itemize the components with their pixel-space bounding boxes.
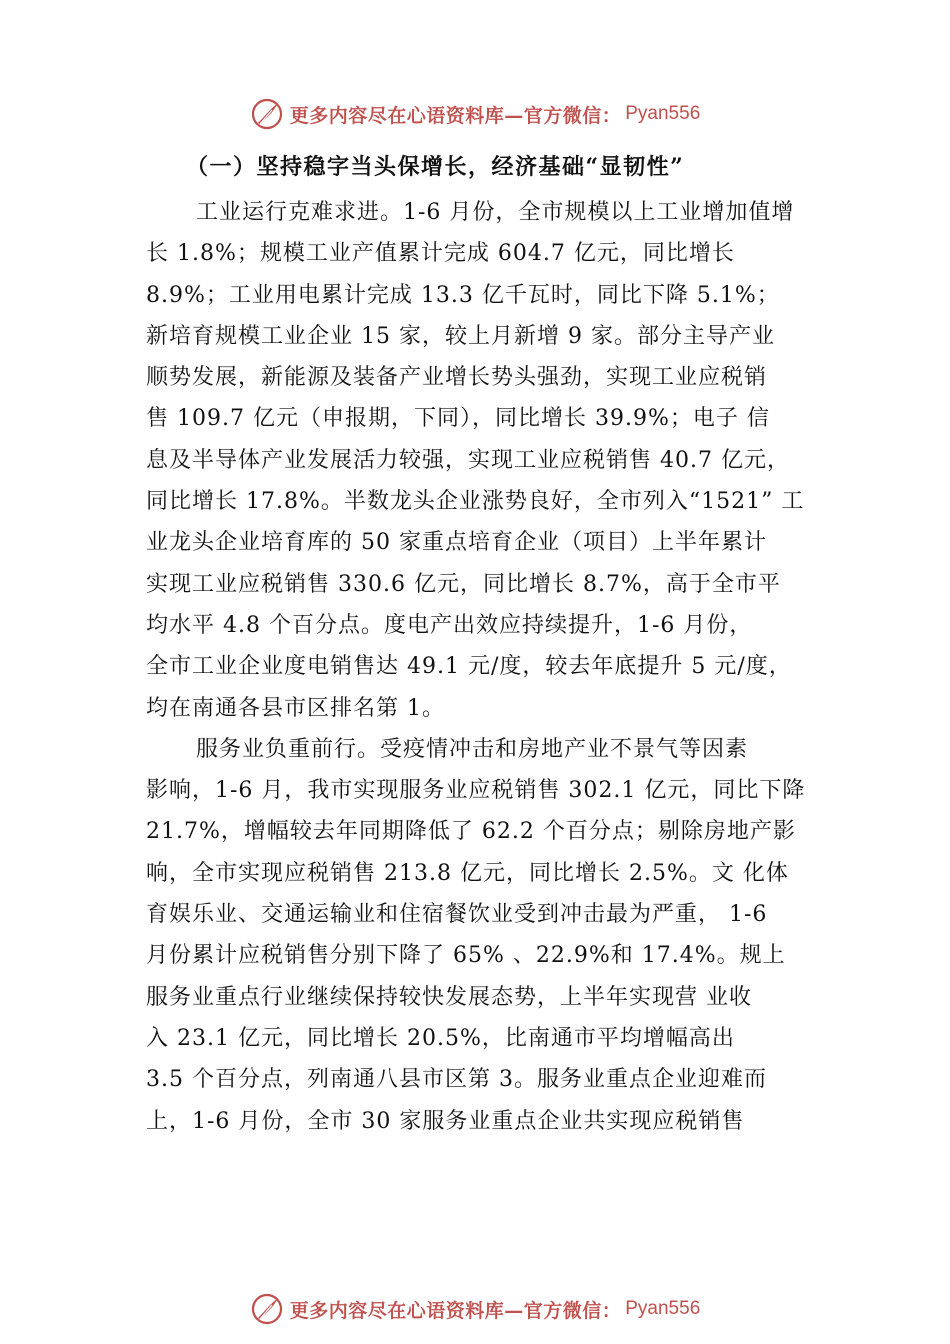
paragraph-line: 响，全市实现应税销售 213.8 亿元，同比增长 2.5%。文 化体 <box>146 860 789 886</box>
paragraph-line: 售 109.7 亿元（申报期，下同），同比增长 39.9%；电子 信 <box>146 406 770 432</box>
paragraph-line: 均水平 4.8 个百分点。度电产出效应持续提升，1-6 月份， <box>146 612 753 638</box>
paragraph-line: 工业运行克难求进。1-6 月份，全市规模以上工业增加值增 <box>196 200 795 225</box>
feather-logo-icon <box>250 97 284 131</box>
paragraph-line: 21.7%，增幅较去年同期降低了 62.2 个百分点；剔除房地产影 <box>146 819 796 845</box>
paragraph-line: 顺势发展，新能源及装备产业增长势头强劲，实现工业应税销 <box>146 365 768 391</box>
watermark-text: 更多内容尽在心语资料库—官方微信： <box>289 1299 622 1322</box>
watermark-header <box>0 94 950 134</box>
paragraph-line: 全市工业企业度电销售达 49.1 元/度，较去年底提升 5 元/度， <box>146 654 792 680</box>
paragraph-line: 服务业负重前行。受疫情冲击和房地产业不景气等因素 <box>196 736 749 762</box>
document-body <box>146 146 836 1142</box>
paragraph-line: 长 1.8%；规模工业产值累计完成 604.7 亿元，同比增长 <box>146 241 735 267</box>
watermark-handle: Pyan556 <box>625 103 701 124</box>
paragraph-industry <box>146 192 836 729</box>
paragraph-line: 3.5 个百分点，列南通八县市区第 3。服务业重点企业迎难而 <box>146 1067 767 1093</box>
paragraph-line: 新培育规模工业企业 15 家，较上月新增 9 家。部分主导产业 <box>146 323 775 349</box>
paragraph-line: 上，1-6 月份，全市 30 家服务业重点企业共实现应税销售 <box>146 1108 745 1134</box>
paragraph-line: 实现工业应税销售 330.6 亿元，同比增长 8.7%，高于全市平 <box>146 571 781 597</box>
paragraph-services <box>146 729 836 1142</box>
paragraph-line: 育娱乐业、交通运输业和住宿餐饮业受到冲击最为严重， 1-6 <box>146 902 768 928</box>
watermark-handle: Pyan556 <box>625 1298 701 1319</box>
paragraph-line: 息及半导体产业发展活力较强，实现工业应税销售 40.7 亿元， <box>146 447 790 473</box>
paragraph-line: 影响，1-6 月，我市实现服务业应税销售 302.1 亿元，同比下降 <box>146 778 806 804</box>
paragraph-line: 均在南通各县市区排名第 1。 <box>146 695 445 721</box>
paragraph-line: 8.9%；工业用电累计完成 13.3 亿千瓦时，同比下降 5.1%； <box>146 282 780 308</box>
paragraph-line: 月份累计应税销售分别下降了 65% 、22.9%和 17.4%。规上 <box>146 943 786 969</box>
paragraph-line: 同比增长 17.8%。半数龙头企业涨势良好，全市列入“1521” 工 <box>146 489 805 515</box>
watermark-footer <box>0 1289 950 1329</box>
watermark-text: 更多内容尽在心语资料库—官方微信： <box>289 104 622 127</box>
paragraph-line: 入 23.1 亿元，同比增长 20.5%，比南通市平均增幅高出 <box>146 1025 735 1051</box>
paragraph-line: 业龙头企业培育库的 50 家重点培育企业（项目）上半年累计 <box>146 530 767 556</box>
feather-logo-icon <box>250 1292 284 1326</box>
section-heading: （一）坚持稳字当头保增长，经济基础“显韧性” <box>186 154 685 180</box>
paragraph-line: 服务业重点行业继续保持较快发展态势，上半年实现营 业收 <box>146 984 752 1010</box>
